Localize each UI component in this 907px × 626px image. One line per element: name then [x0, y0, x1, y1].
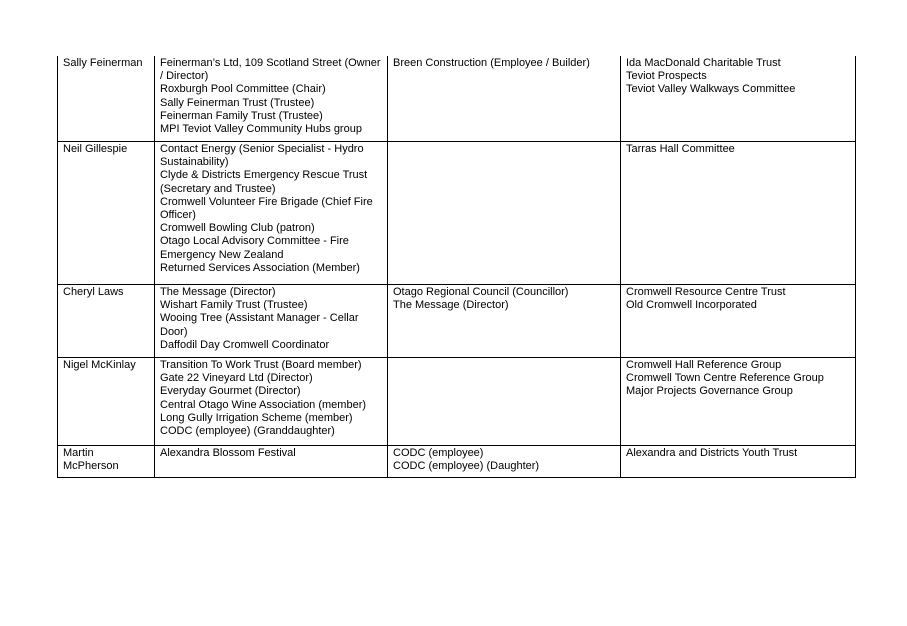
cell-entry: Wishart Family Trust (Trustee)	[160, 299, 308, 312]
cell-entry: Cromwell Resource Centre Trust	[626, 286, 786, 298]
interests-cell-col3	[388, 285, 621, 358]
interests-cell-col2	[155, 446, 388, 478]
cell-entry: MPI Teviot Valley Community Hubs group	[160, 123, 362, 136]
interests-cell-col3	[388, 358, 621, 446]
cell-entry: The Message (Director)	[393, 299, 509, 312]
cell-entry: Long Gully Irrigation Scheme (member)	[160, 411, 353, 424]
cell-entry: CODC (employee) (Granddaughter)	[160, 425, 335, 438]
cell-entry: Daffodil Day Cromwell Coordinator	[160, 338, 330, 351]
cell-entry: Alexandra Blossom Festival	[160, 447, 296, 459]
interests-cell-col2	[155, 358, 388, 446]
member-name: Nigel McKinlay	[63, 359, 136, 371]
table-body	[58, 56, 856, 478]
cell-entry: Feinerman’s Ltd, 109 Scotland Street (Owner / Director)	[160, 57, 381, 83]
interests-cell-col2	[155, 285, 388, 358]
member-name: Cheryl Laws	[63, 286, 124, 298]
cell-entry: Clyde & Districts Emergency Rescue Trust (Secretary and Trustee)	[160, 169, 368, 195]
interests-cell-col4	[621, 285, 856, 358]
member-name-cell	[58, 142, 155, 285]
table-row	[58, 446, 856, 478]
cell-entry: CODC (employee)	[393, 447, 484, 459]
cell-entry: Cromwell Hall Reference Group	[626, 359, 782, 371]
cell-entry: The Message (Director)	[160, 286, 276, 298]
cell-entry: Teviot Prospects	[626, 70, 707, 83]
interests-cell-col4	[621, 358, 856, 446]
cell-entry: Contact Energy (Senior Specialist - Hydro Sustainability)	[160, 143, 364, 169]
cell-entry: Returned Services Association (Member)	[160, 261, 360, 274]
cell-entry: Cromwell Town Centre Reference Group	[626, 372, 824, 385]
cell-entry: Sally Feinerman Trust (Trustee)	[160, 96, 315, 109]
cell-entry: Feinerman Family Trust (Trustee)	[160, 109, 323, 122]
member-name: Neil Gillespie	[63, 143, 128, 155]
interests-cell-col2	[155, 56, 388, 142]
cell-entry: Wooing Tree (Assistant Manager - Cellar Door)	[160, 312, 359, 338]
cell-entry: Teviot Valley Walkways Committee	[626, 83, 796, 96]
cell-entry: Breen Construction (Employee / Builder)	[393, 57, 590, 69]
interests-cell-col3	[388, 142, 621, 285]
cell-entry: Otago Local Advisory Committee - Fire Emergency New Zealand	[160, 235, 349, 261]
cell-entry: Old Cromwell Incorporated	[626, 299, 757, 312]
interests-cell-col4	[621, 446, 856, 478]
interests-cell-col4	[621, 142, 856, 285]
cell-entry: Cromwell Volunteer Fire Brigade (Chief Fire Officer)	[160, 195, 373, 222]
cell-entry: Ida MacDonald Charitable Trust	[626, 57, 781, 69]
table-row	[58, 142, 856, 285]
cell-entry: Roxburgh Pool Committee (Chair)	[160, 83, 326, 96]
table-row	[58, 358, 856, 446]
cell-entry: Alexandra and Districts Youth Trust	[626, 447, 798, 459]
cell-entry: Gate 22 Vineyard Ltd (Director)	[160, 372, 313, 385]
member-name-cell	[58, 285, 155, 358]
cell-entry: Major Projects Governance Group	[626, 385, 793, 398]
member-name-cell	[58, 446, 155, 478]
interests-cell-col3	[388, 56, 621, 142]
interests-cell-col2	[155, 142, 388, 285]
cell-entry: Tarras Hall Committee	[626, 143, 735, 155]
table-row	[58, 56, 856, 142]
interests-cell-col4	[621, 56, 856, 142]
member-name-cell	[58, 358, 155, 446]
interests-cell-col3	[388, 446, 621, 478]
interests-register-table	[57, 56, 856, 478]
cell-entry: Otago Regional Council (Councillor)	[393, 286, 569, 298]
member-name: Sally Feinerman	[63, 57, 143, 69]
table-row	[58, 285, 856, 358]
cell-entry: Everyday Gourmet (Director)	[160, 385, 301, 398]
cell-entry: Cromwell Bowling Club (patron)	[160, 222, 315, 235]
cell-entry: Transition To Work Trust (Board member)	[160, 359, 362, 371]
member-name-cell	[58, 56, 155, 142]
cell-entry: CODC (employee) (Daughter)	[393, 460, 540, 473]
cell-entry: Central Otago Wine Association (member)	[160, 398, 367, 411]
member-name: Martin McPherson	[63, 447, 119, 473]
